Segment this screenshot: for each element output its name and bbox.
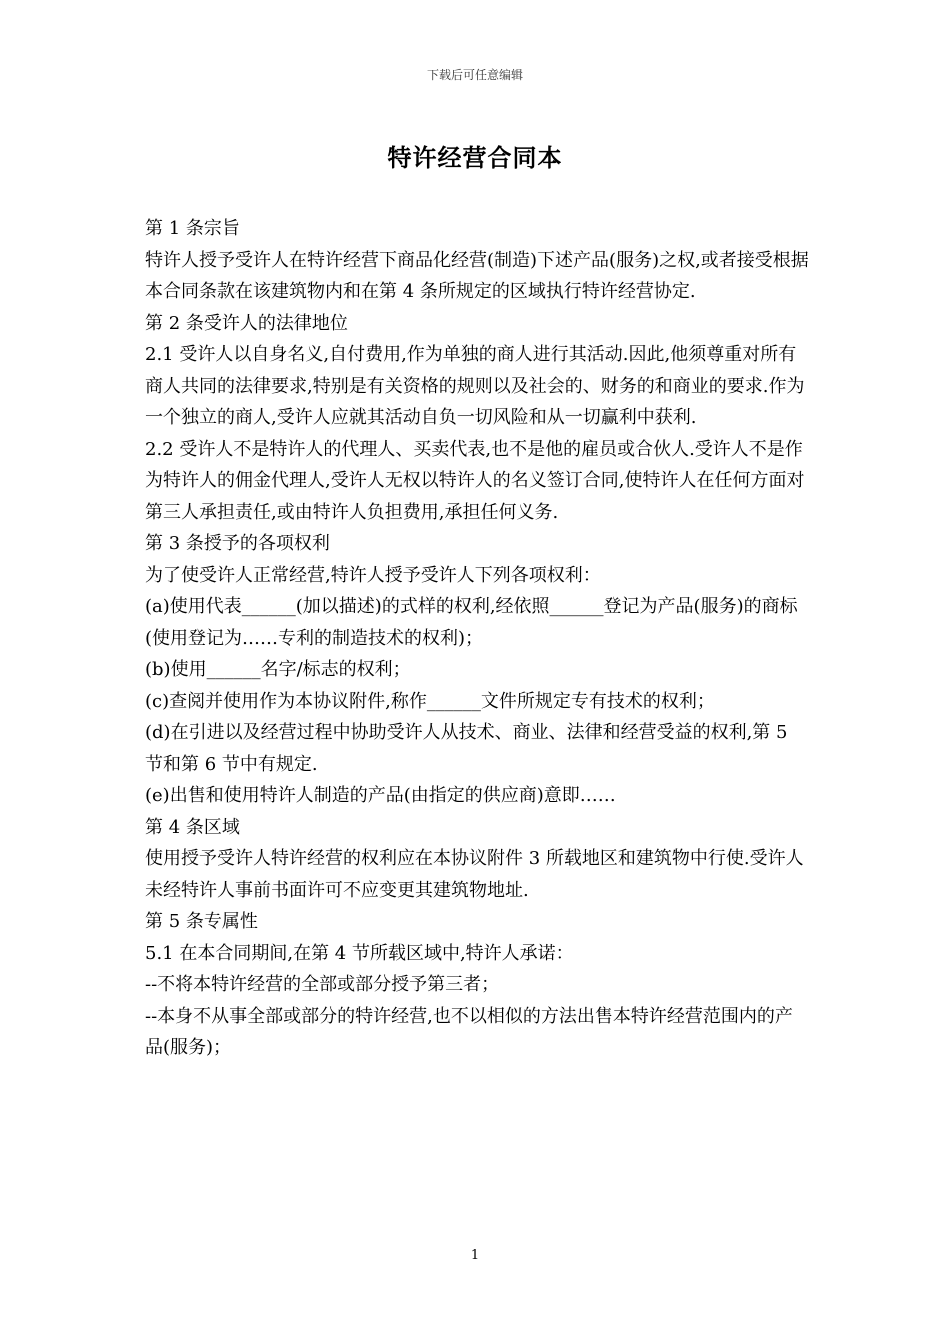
document-title: 特许经营合同本 [387, 144, 563, 172]
paragraph: 2.1 受许人以自身名义,自付费用,作为单独的商人进行其活动.因此,他须尊重对所有商人共同的法律要求,特别是有关资格的规则以及社会的、财务的和商业的要求.作为一个独立的商人,受许人应就其活动自负一切风险和从一切赢利中获利. [145, 344, 805, 428]
section-heading: 第 4 条区域 [145, 816, 240, 838]
paragraph: 特许人授予受许人在特许经营下商品化经营(制造)下述产品(服务)之权,或者接受根据本合同条款在该建筑物内和在第 4 条所规定的区域执行特许经营协定. [145, 249, 809, 302]
document-body [145, 213, 810, 1064]
list-item: (a)使用代表______(加以描述)的式样的权利,经依照______登记为产品(服务)的商标(使用登记为……专利的制造技术的权利)； [145, 596, 798, 649]
section-heading: 第 3 条授予的各项权利 [145, 533, 330, 554]
list-item: --不将本特许经营的全部或部分授予第三者； [145, 974, 500, 995]
list-item: (b)使用______名字/标志的权利； [145, 659, 411, 680]
list-item: (e)出售和使用特许人制造的产品(由指定的供应商)意即…… [145, 785, 616, 806]
paragraph: 使用授予受许人特许经营的权利应在本协议附件 3 所载地区和建筑物中行使.受许人未经特许人事前书面许可不应变更其建筑物地址. [145, 848, 804, 901]
header-note: 下载后可任意编辑 [426, 68, 523, 82]
page-number: 1 [470, 1248, 480, 1263]
paragraph: 5.1 在本合同期间,在第 4 节所载区域中,特许人承诺： [145, 942, 574, 964]
section-heading: 第 5 条专属性 [145, 911, 258, 932]
section-heading: 第 1 条宗旨 [145, 218, 240, 239]
paragraph: 为了使受许人正常经营,特许人授予受许人下列各项权利： [145, 564, 601, 586]
list-item: (d)在引进以及经营过程中协助受许人从技术、商业、法律和经营受益的权利,第 5 节和第 6 节中有规定. [145, 722, 788, 775]
paragraph: 2.2 受许人不是特许人的代理人、买卖代表,也不是他的雇员或合伙人.受许人不是作为特许人的佣金代理人,受许人无权以特许人的名义签订合同,使特许人在任何方面对第三人承担责任,或由特许人负担费用,承担任何义务. [145, 438, 805, 523]
section-heading: 第 2 条受许人的法律地位 [145, 312, 348, 334]
list-item: --本身不从事全部或部分的特许经营,也不以相似的方法出售本特许经营范围内的产品(服务)； [145, 1005, 793, 1058]
list-item: (c)查阅并使用作为本协议附件,称作______文件所规定专有技术的权利； [145, 690, 715, 712]
